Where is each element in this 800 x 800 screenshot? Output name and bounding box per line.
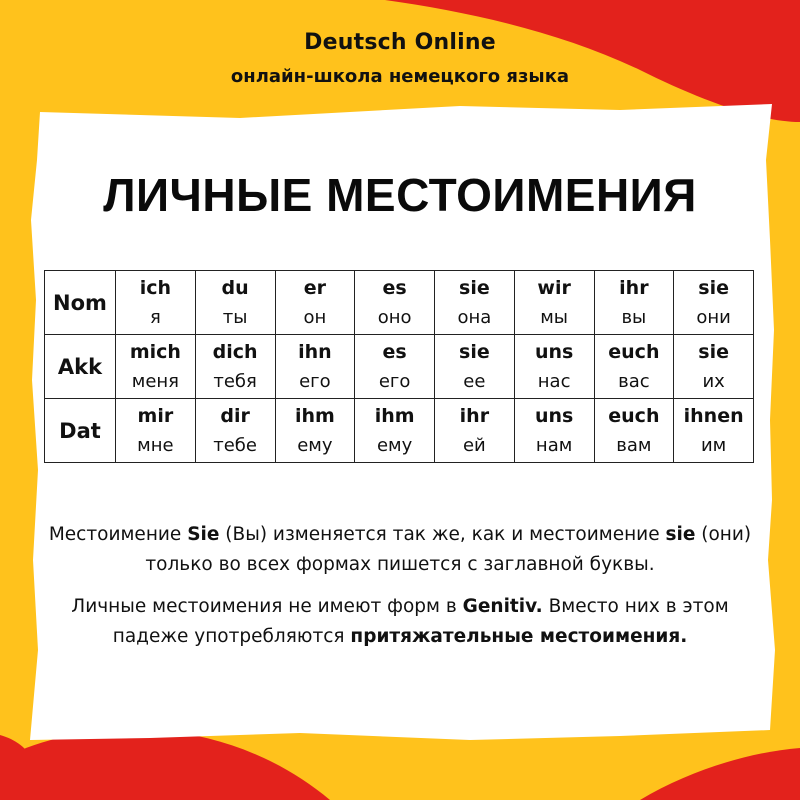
german-pronoun: ich xyxy=(139,277,172,299)
russian-translation: ты xyxy=(222,307,248,328)
pronoun-table xyxy=(44,270,754,463)
russian-translation: они xyxy=(696,307,731,328)
note-text: Местоимение xyxy=(48,524,188,545)
german-pronoun: dich xyxy=(212,341,258,363)
table-cell xyxy=(355,271,435,335)
note-genitiv xyxy=(40,592,760,652)
german-pronoun: es xyxy=(382,341,407,363)
table-row-akk xyxy=(45,335,754,399)
russian-translation: я xyxy=(149,307,161,328)
table-cell xyxy=(674,335,754,399)
russian-translation: вам xyxy=(616,435,652,456)
brand-subtitle: онлайн-школа немецкого языка xyxy=(230,66,570,87)
german-pronoun: euch xyxy=(608,405,660,427)
german-pronoun: sie xyxy=(459,341,490,363)
russian-translation: его xyxy=(378,371,411,392)
german-pronoun: ihm xyxy=(294,405,335,427)
russian-translation: она xyxy=(457,307,492,328)
russian-translation: вас xyxy=(618,371,650,392)
table-cell xyxy=(514,399,594,463)
german-pronoun: euch xyxy=(608,341,660,363)
table-cell xyxy=(116,271,196,335)
russian-translation: мне xyxy=(137,435,174,456)
german-pronoun: sie xyxy=(459,277,490,299)
case-label: Dat xyxy=(45,399,116,463)
russian-translation: нас xyxy=(537,371,571,392)
table-cell xyxy=(275,335,355,399)
case-label: Akk xyxy=(45,335,116,399)
table-cell xyxy=(435,271,515,335)
german-pronoun: sie xyxy=(698,277,729,299)
russian-translation: его xyxy=(299,371,331,392)
table-cell xyxy=(594,335,674,399)
table-cell xyxy=(355,399,435,463)
german-pronoun: ihr xyxy=(619,277,649,299)
table-cell xyxy=(195,271,275,335)
brand-title: Deutsch Online xyxy=(304,30,496,55)
german-pronoun: ihn xyxy=(298,341,332,363)
note-text: Вместо них в этом падеже употребляются xyxy=(112,596,729,647)
german-pronoun: er xyxy=(303,277,326,299)
russian-translation: меня xyxy=(131,371,179,392)
table-cell xyxy=(674,399,754,463)
note-bold-sie: Sie xyxy=(187,524,220,545)
red-shape-bottom-right xyxy=(640,748,800,800)
table-cell xyxy=(594,271,674,335)
russian-translation: он xyxy=(303,307,327,328)
table-row-dat xyxy=(45,399,754,463)
german-pronoun: es xyxy=(382,277,407,299)
table-cell xyxy=(514,335,594,399)
russian-translation: тебя xyxy=(213,371,257,392)
note-bold-genitiv: Genitiv. xyxy=(462,596,543,617)
russian-translation: ей xyxy=(462,435,486,456)
note-text: Личные местоимения не имеют форм в xyxy=(71,596,463,617)
german-pronoun: ihnen xyxy=(683,405,744,427)
russian-translation: ее xyxy=(463,371,486,392)
red-shape-top-right xyxy=(385,0,800,122)
table-cell xyxy=(116,399,196,463)
table-cell xyxy=(435,399,515,463)
table-cell xyxy=(116,335,196,399)
russian-translation: мы xyxy=(540,307,569,328)
note-text: (они) только во всех формах пишется с заглавной буквы. xyxy=(145,524,752,575)
table-cell xyxy=(355,335,435,399)
german-pronoun: ihr xyxy=(459,405,490,427)
table-cell xyxy=(195,335,275,399)
case-label: Nom xyxy=(45,271,116,335)
german-pronoun: du xyxy=(221,277,249,299)
german-pronoun: uns xyxy=(534,341,574,363)
russian-translation: ему xyxy=(376,435,413,456)
table-cell xyxy=(594,399,674,463)
german-pronoun: uns xyxy=(534,405,574,427)
note-bold-sie-lower: sie xyxy=(665,524,696,545)
russian-translation: их xyxy=(702,371,725,392)
german-pronoun: wir xyxy=(537,277,571,299)
table-row-nom xyxy=(45,271,754,335)
note-text: (Вы) изменяется так же, как и местоимение xyxy=(219,524,666,545)
russian-translation: ему xyxy=(297,435,333,456)
table-cell xyxy=(514,271,594,335)
russian-translation: тебе xyxy=(213,435,257,456)
german-pronoun: sie xyxy=(698,341,729,363)
table-cell xyxy=(435,335,515,399)
table-cell xyxy=(275,399,355,463)
table-cell xyxy=(195,399,275,463)
german-pronoun: mir xyxy=(137,405,174,427)
german-pronoun: mich xyxy=(129,341,181,363)
table-cell xyxy=(275,271,355,335)
russian-translation: оно xyxy=(377,307,412,328)
russian-translation: им xyxy=(700,435,727,456)
note-sie xyxy=(40,520,760,580)
page-title: ЛИЧНЫЕ МЕСТОИМЕНИЯ xyxy=(103,169,697,221)
table-cell xyxy=(674,271,754,335)
russian-translation: вы xyxy=(621,307,647,328)
german-pronoun: ihm xyxy=(374,405,415,427)
russian-translation: нам xyxy=(535,435,573,456)
note-bold-possessive: притяжательные местоимения. xyxy=(350,626,688,647)
german-pronoun: dir xyxy=(220,405,250,427)
